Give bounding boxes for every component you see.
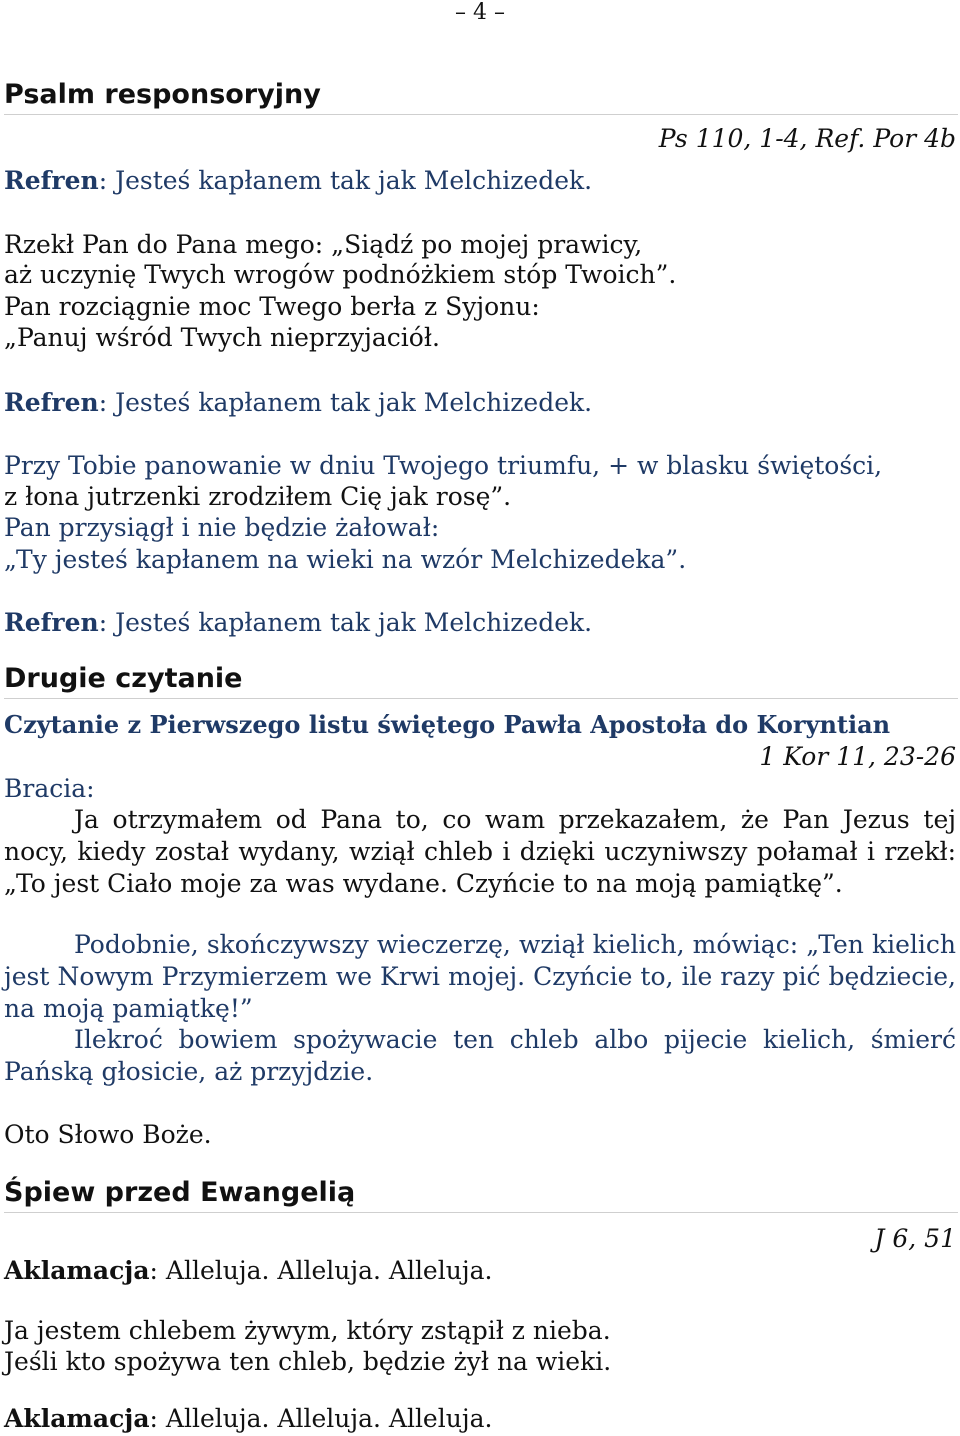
- refrain-label: Refren: [4, 388, 99, 417]
- acclamation-text: : Alleluja. Alleluja. Alleluja.: [149, 1256, 493, 1285]
- reading-greeting: Bracia:: [4, 774, 95, 803]
- stanza-2-line-3: Pan przysiągł i nie będzie żałował:: [4, 513, 440, 542]
- stanza-2-line-4: „Ty jesteś kapłanem na wieki na wzór Melchizedeka”.: [4, 545, 687, 574]
- refrain-label: Refren: [4, 608, 99, 637]
- stanza-2-line-1: Przy Tobie panowanie w dniu Twojego triumfu, + w blasku świętości,: [4, 451, 883, 480]
- acclamation-verse-line-1: Ja jestem chlebem żywym, który zstąpił z nieba.: [4, 1316, 611, 1345]
- stanza-1-line-4: „Panuj wśród Twych nieprzyjaciół.: [4, 323, 440, 352]
- stanza-1-line-3: Pan rozciągnie moc Twego berła z Syjonu:: [4, 292, 540, 321]
- acclamation-line: [4, 1256, 492, 1286]
- reading-closing: Oto Słowo Boże.: [4, 1120, 212, 1149]
- reading-paragraph-1: Ja otrzymałem od Pana to, co wam przekazałem, że Pan Jezus tej nocy, kiedy został wydany, wziął chleb i dzięki uczyniwszy połamał i rzekł: „To jest Ciało moje za was wydane. Czyńcie to na moją pamiątkę”.: [4, 805, 956, 898]
- acclamation-verse-line-2: Jeśli kto spożywa ten chleb, będzie żył na wieki.: [4, 1347, 612, 1376]
- reading-paragraph-2: Podobnie, skończywszy wieczerzę, wziął kielich, mówiąc: „Ten kielich jest Nowym Przymierzem we Krwi mojej. Czyńcie to, ile razy pić będziecie, na moją pamiątkę!”: [4, 930, 956, 1023]
- acclamation-label: Aklamacja: [4, 1256, 150, 1285]
- psalm-reference: Ps 110, 1-4, Ref. Por 4b: [658, 124, 956, 153]
- refrain-line: [4, 166, 592, 196]
- stanza-2-line-2: z łona jutrzenki zrodziłem Cię jak rosę”.: [4, 482, 512, 511]
- refrain-text: : Jesteś kapłanem tak jak Melchizedek.: [98, 608, 593, 637]
- refrain-line: [4, 388, 592, 418]
- acclamation-reference: J 6, 51: [874, 1224, 956, 1253]
- refrain-label: Refren: [4, 166, 99, 195]
- refrain-text: : Jesteś kapłanem tak jak Melchizedek.: [98, 388, 593, 417]
- section-heading-reading: Drugie czytanie: [4, 664, 958, 699]
- refrain-line: [4, 608, 592, 638]
- stanza-1-line-2: aż uczynię Twych wrogów podnóżkiem stóp Twoich”.: [4, 260, 677, 289]
- section-heading-psalm: Psalm responsoryjny: [4, 80, 958, 115]
- acclamation-label: Aklamacja: [4, 1404, 150, 1433]
- acclamation-text: : Alleluja. Alleluja. Alleluja.: [149, 1404, 493, 1433]
- stanza-1-line-1: Rzekł Pan do Pana mego: „Siądź po mojej prawicy,: [4, 230, 643, 259]
- acclamation-line: [4, 1404, 492, 1434]
- section-heading-acclamation: Śpiew przed Ewangelią: [4, 1178, 958, 1213]
- page-number: – 4 –: [455, 0, 505, 25]
- reading-reference: 1 Kor 11, 23-26: [759, 742, 956, 771]
- reading-title: Czytanie z Pierwszego listu świętego Pawła Apostoła do Koryntian: [4, 710, 891, 739]
- reading-paragraph-3: Ilekroć bowiem spożywacie ten chleb albo pijecie kielich, śmierć Pańską głosicie, aż przyjdzie.: [4, 1025, 956, 1086]
- refrain-text: : Jesteś kapłanem tak jak Melchizedek.: [98, 166, 593, 195]
